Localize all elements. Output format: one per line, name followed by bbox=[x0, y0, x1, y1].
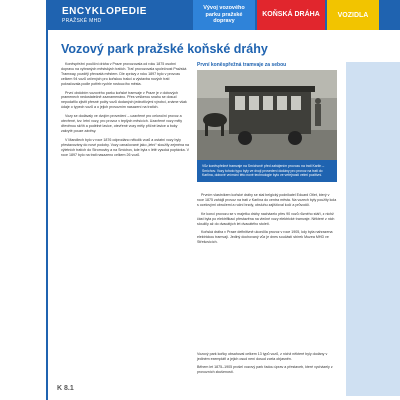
nav-tab-horse-tram[interactable]: KOŇSKÁ DRÁHA bbox=[257, 0, 325, 30]
side-color-block bbox=[346, 62, 400, 396]
photo-caption: Vůz koněspřežné tramvaje na Smíchově před zahájením provozu na trati Karlín – Smíchov. Vozy tohoto typu byly ve dvojí provedení dodány pro provoz na trati do Karlína, dobové vnímání této nové technologie bylo ve veřejnosti velmi pozitivní. bbox=[197, 160, 337, 182]
right-text-column bbox=[197, 193, 337, 249]
nav-tab-vehicle-development[interactable]: Vývoj vozového parku pražské dopravy bbox=[193, 0, 255, 30]
brand bbox=[62, 6, 147, 24]
nav-tab-vehicles[interactable]: VOZIDLA bbox=[327, 0, 379, 30]
paragraph: Prvním vlastníkem koňské dráhy se stal belgický podnikatel Eduard Otlet, který v roce 1875 zahájil provoz na trati z Karlína do centra města. Na vozech byly použity kola s ocelovými obručemi a ruční brzdy, obsluhu zajišťoval kočí a průvodčí. bbox=[197, 193, 337, 207]
horse-tram-image bbox=[197, 70, 337, 160]
tram-photo bbox=[197, 70, 337, 160]
encyclopedia-subtitle: PRAŽSKÉ MHD bbox=[62, 18, 102, 24]
right-text-continuation bbox=[197, 352, 337, 378]
photo-panel bbox=[197, 62, 337, 182]
paragraph: V Mandlech bylo v roce 1876 odprodáno několik vozů a ostatní vozy byly přestavovány do nové podoby. Vozy označované jako „letní“ sloužily zejména na výletních tratích do Stromovky a na Smíchov, kde byla v létě vysoká poptávka. V roce 1897 bylo na trati nasazeno celkem 26 vozů. bbox=[61, 137, 189, 157]
photo-title: První koněspřežná tramvaje za sebou bbox=[197, 62, 287, 68]
side-rule bbox=[46, 0, 48, 400]
paragraph: Vozový park koňky obsahoval celkem 13 typů vozů, z nichž některé byly dodány v jediném exempláři a jejich osud není dosud zcela objasněn. bbox=[197, 352, 328, 361]
paragraph: Ke konci provozu se v majetku dráhy nacházelo přes 90 vozů různého stáří, z nichž část byla po elektrifikaci přestavěna na vlečné vozy elektrické tramvaje. Některé z nich sloužily až do dvacátých let dvacátého století. bbox=[197, 211, 335, 226]
paragraph: Koňská dráha v Praze definitivně ukončila provoz v roce 1905, kdy byla nahrazena elektrickou tramvají. Jediný dochovaný vůz je dnes součástí sbírek Muzea MHD ve Střešovicích. bbox=[197, 230, 333, 245]
header-bar bbox=[48, 0, 400, 30]
paragraph: První obdobím vozového parku koňské tramvaje v Praze je v dobových pramenech nedostatečně zaznamenáno. Přes veškerou snahu se dosud nepodařilo zjistit přesné počty vozů dodaných jednotlivými výrobci, známe však údaje o typech vozů a o jejich provozním nasazení na tratích. bbox=[61, 90, 187, 110]
paragraph: Vozy se dodávaly ve dvojím provedení – uzavřené pro celoroční provoz a otevřené, tzv. letní vozy, pro provoz v teplých měsících. Uzavřené vozy měly dřevěnou skříň a podélné lavice, otevřené vozy měly příčné lavice a boky zakryté pouze závěsy. bbox=[61, 114, 183, 133]
page-number: K 8.1 bbox=[57, 385, 74, 392]
paragraph: Koněspřežní pouliční dráha v Praze provozovala od roku 1875 osobní dopravu na vybraných městských tratích. Trať provozovala společnost Pražská Tramway, později převzatá městem. Dle zprávy z roku 1897 bylo v provozu celkem 94 vozů určených pro koňskou trakci a výstavba nových tratí pokračovala podle potřeb rychle rostoucího města. bbox=[61, 62, 187, 86]
page-title: Vozový park pražské koňské dráhy bbox=[61, 42, 268, 56]
paragraph: Během let 1875–1905 prošel vozový park řadou úprav a přestaveb, které vycházely z provozních zkušeností. bbox=[197, 364, 333, 374]
left-text-column bbox=[61, 62, 189, 161]
encyclopedia-title: ENCYKLOPEDIE bbox=[62, 6, 147, 17]
